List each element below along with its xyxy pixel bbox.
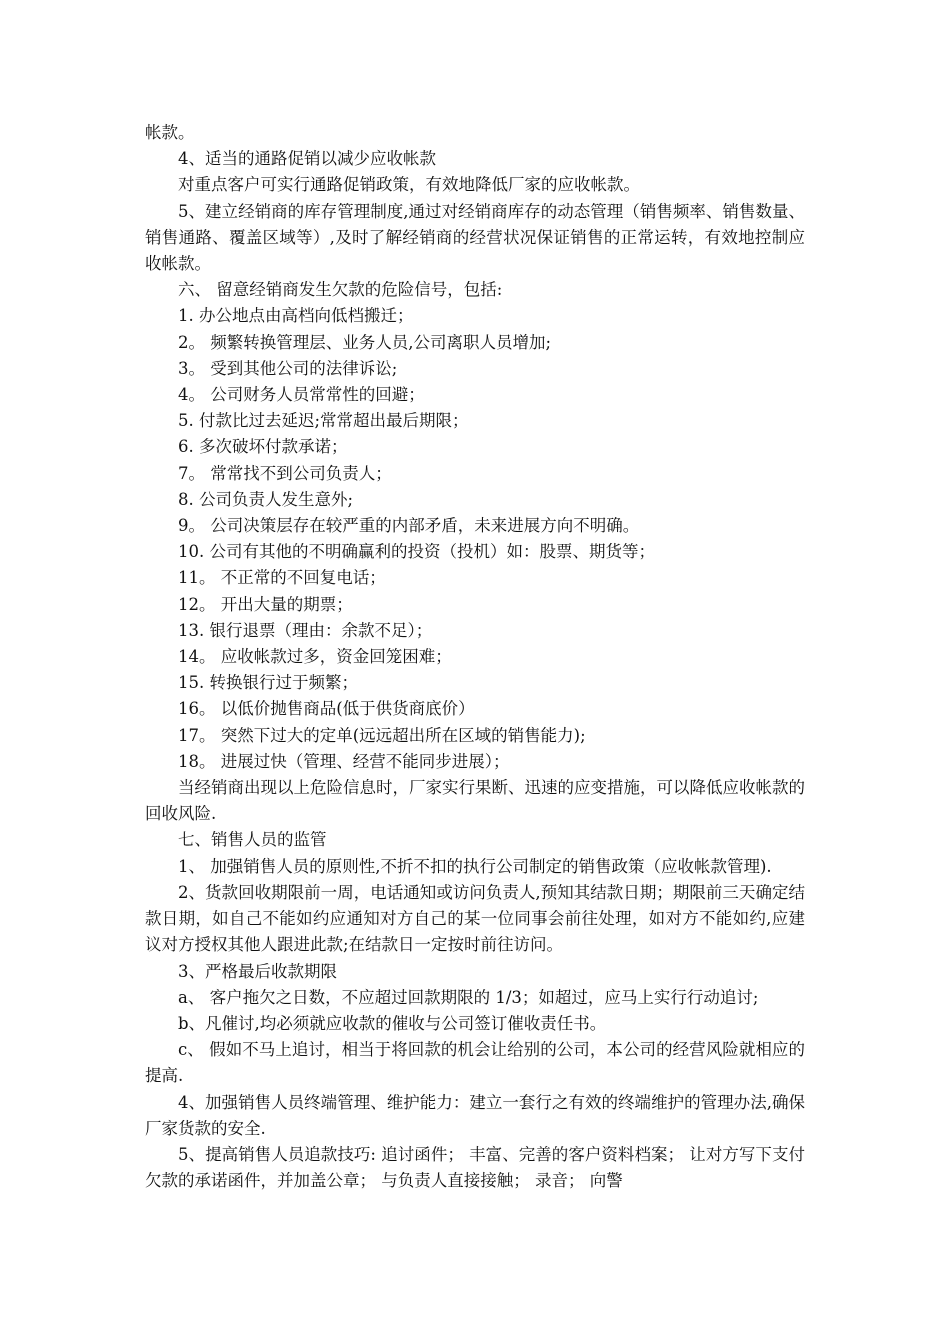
paragraph: 4、适当的通路促销以减少应收帐款: [178, 149, 436, 169]
paragraph: 5. 付款比过去延迟;常常超出最后期限；: [178, 411, 469, 431]
paragraph: 2。 频繁转换管理层、业务人员,公司离职人员增加;: [178, 332, 552, 352]
paragraph: 15. 转换银行过于频繁；: [178, 673, 358, 693]
paragraph: 11。 不正常的不回复电话；: [178, 568, 386, 588]
paragraph: 帐款。: [145, 123, 195, 142]
paragraph: 18。 进展过快（管理、经营不能同步进展）；: [178, 751, 510, 771]
paragraph: b、凡催讨,均必须就应收款的催收与公司签订催收责任书。: [178, 1013, 607, 1033]
paragraph: 16。 以低价抛售商品(低于供货商底价）: [178, 699, 475, 719]
paragraph: 8. 公司负责人发生意外;: [178, 489, 354, 509]
paragraph: 17。 突然下过大的定单(远远超出所在区域的销售能力);: [178, 725, 586, 745]
paragraph: 当经销商出现以上危险信息时，厂家实行果断、迅速的应变措施，可以降低应收帐款的回收风险.: [145, 778, 805, 824]
paragraph: 六、 留意经销商发生欠款的危险信号，包括:: [178, 280, 503, 300]
paragraph: 12。 开出大量的期票；: [178, 594, 353, 614]
paragraph: 7。 常常找不到公司负责人；: [178, 463, 392, 483]
paragraph: 1、 加强销售人员的原则性,不折不扣的执行公司制定的销售政策（应收帐款管理).: [178, 856, 772, 876]
paragraph: 6. 多次破坏付款承诺；: [178, 437, 348, 457]
paragraph: 七、销售人员的监管: [178, 830, 327, 850]
paragraph: 3。 受到其他公司的法律诉讼;: [178, 358, 398, 378]
document-body: [145, 120, 805, 1194]
paragraph: 3、严格最后收款期限: [178, 961, 337, 981]
paragraph: 5、提高销售人员追款技巧: 追讨函件； 丰富、完善的客户资料档案； 让对方写下支付欠款的承诺函件，并加盖公章； 与负责人直接接触； 录音； 向警: [145, 1144, 805, 1191]
paragraph: 对重点客户可实行通路促销政策，有效地降低厂家的应收帐款。: [178, 175, 640, 195]
paragraph: 1. 办公地点由高档向低档搬迁；: [178, 306, 414, 326]
paragraph: a、 客户拖欠之日数，不应超过回款期限的 1/3；如超过，应马上实行行动追讨;: [178, 987, 759, 1007]
paragraph: 5、建立经销商的库存管理制度,通过对经销商库存的动态管理（销售频率、销售数量、销售通路、覆盖区域等）,及时了解经销商的经营状况保证销售的正常运转，有效地控制应收帐款。: [145, 201, 805, 274]
paragraph: 4。 公司财务人员常常性的回避；: [178, 385, 425, 405]
paragraph: 2、货款回收期限前一周，电话通知或访问负责人,预知其结款日期；期限前三天确定结款日期，如自己不能如约应通知对方自己的某一位同事会前往处理，如对方不能如约,应建议对方授权其他人跟进此款;在结款日一定按时前往访问。: [145, 882, 805, 955]
paragraph: 13. 银行退票（理由：余款不足）；: [178, 620, 433, 640]
paragraph: 10. 公司有其他的不明确赢利的投资（投机）如：股票、期货等；: [178, 542, 655, 562]
paragraph: 14。 应收帐款过多，资金回笼困难；: [178, 647, 452, 667]
paragraph: c、 假如不马上追讨，相当于将回款的机会让给别的公司，本公司的经营风险就相应的提高.: [145, 1040, 805, 1086]
paragraph: 9。 公司决策层存在较严重的内部矛盾，未来进展方向不明确。: [178, 516, 640, 536]
paragraph: 4、加强销售人员终端管理、维护能力：建立一套行之有效的终端维护的管理办法,确保厂家货款的安全.: [145, 1092, 805, 1138]
